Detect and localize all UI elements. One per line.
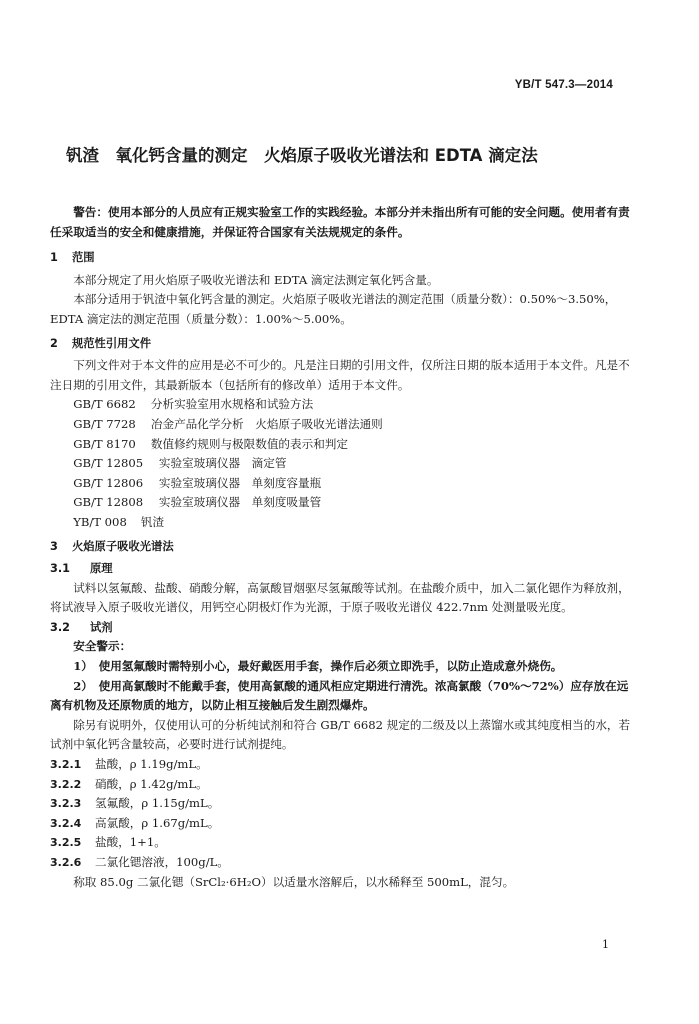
section-2-number: 2 (50, 336, 58, 350)
section-2-heading (50, 334, 634, 354)
reference-name: 钒渣 (140, 514, 165, 529)
reagent-number: 3.2.3 (50, 797, 82, 811)
reagent-item (50, 853, 634, 873)
section-3-heading (50, 537, 634, 557)
reagent-text: 高氯酸，ρ 1.67g/mL。 (95, 815, 220, 830)
reference-name: 冶金产品化学分析 火焰原子吸收光谱法通则 (150, 416, 383, 431)
document-body (50, 203, 634, 892)
reference-code: GB/T 12808 (73, 495, 144, 510)
reagent-number: 3.2.5 (50, 836, 82, 850)
reagent-item (50, 755, 634, 775)
reagent-text: 盐酸，1+1。 (95, 835, 166, 850)
section-3-title: 火焰原子吸收光谱法 (71, 539, 174, 553)
section-1-paragraph-2: 本部分适用于钒渣中氧化钙含量的测定。火焰原子吸收光谱法的测定范围（质量分数）：0.50%～3.50%，EDTA 滴定法的测定范围（质量分数）：1.00%～5.00%。 (50, 292, 617, 326)
reagent-text: 盐酸，ρ 1.19g/mL。 (95, 757, 208, 772)
reference-name: 数值修约规则与极限数值的表示和判定 (150, 436, 348, 451)
section-3-1-number: 3.1 (50, 562, 71, 576)
reagent-number: 3.2.6 (50, 856, 82, 869)
reagent-item (50, 814, 634, 834)
section-3-number: 3 (50, 539, 58, 553)
reference-name: 分析实验室用水规格和试验方法 (150, 397, 314, 412)
reagent-number: 3.2.2 (50, 777, 82, 791)
reagent-item (50, 794, 634, 814)
reference-item (50, 474, 634, 494)
reference-item (50, 415, 634, 435)
section-1-paragraph-1: 本部分规定了用火焰原子吸收光谱法和 EDTA 滴定法测定氧化钙含量。 (73, 272, 439, 287)
reference-name: 实验室玻璃仪器 单刻度容量瓶 (158, 475, 322, 490)
reagent-item (50, 833, 634, 853)
reference-code: GB/T 6682 (73, 397, 136, 412)
section-3-2-number: 3.2 (50, 620, 71, 634)
section-1-title: 范围 (71, 251, 95, 265)
section-3-2-heading (50, 618, 634, 638)
reagent-text: 氢氟酸，ρ 1.15g/mL。 (95, 796, 220, 811)
reference-name: 实验室玻璃仪器 单刻度吸量管 (158, 495, 322, 510)
section-2-intro: 下列文件对于本文件的应用是必不可少的。凡是注日期的引用文件，仅所注日期的版本适用于本文件。凡是不注日期的引用文件，其最新版本（包括所有的修改单）适用于本文件。 (50, 358, 630, 392)
section-3-1-heading (50, 559, 634, 579)
reagent-preparation-note: 称取 85.0g 二氯化锶（SrCl₂·6H₂O）以适量水溶解后，以水稀释至 500mL，混匀。 (73, 874, 515, 889)
reagent-number: 3.2.1 (50, 758, 82, 772)
reference-item (50, 454, 634, 474)
reference-code: GB/T 8170 (73, 436, 136, 451)
section-1-number: 1 (50, 251, 58, 265)
reference-item (50, 493, 634, 513)
section-2-title: 规范性引用文件 (71, 336, 152, 350)
reference-item (50, 513, 634, 533)
section-1-heading (50, 248, 634, 268)
reference-name: 实验室玻璃仪器 滴定管 (158, 456, 287, 471)
standard-code: YB/T 547.3—2014 (514, 79, 613, 91)
safety-warning-item-2: 2） 使用高氯酸时不能戴手套，使用高氯酸的通风柜应定期进行清洗。浓高氯酸（70%～72%）应存放在远离有机物及还原物质的地方，以防止相互接触后发生剧烈爆炸。 (50, 678, 629, 713)
reagent-text: 二氯化锶溶液，100g/L。 (95, 855, 229, 869)
safety-warning-item-1: 1） 使用氢氟酸时需特别小心，最好戴医用手套，操作后必须立即洗手，以防止造成意外烧伤。 (73, 659, 563, 674)
reference-code: YB/T 008 (73, 514, 127, 529)
section-3-1-title: 原理 (89, 562, 113, 576)
document-title: 钒渣 氧化钙含量的测定 火焰原子吸收光谱法和 EDTA 滴定法 (66, 146, 538, 165)
reagent-item (50, 775, 634, 795)
reference-code: GB/T 12806 (73, 475, 144, 490)
principle-paragraph: 试料以氢氟酸、盐酸、硝酸分解，高氯酸冒烟驱尽氢氟酸等试剂。在盐酸介质中，加入二氯化锶作为释放剂，将试液导入原子吸收光谱仪，用钙空心阴极灯作为光源，于原子吸收光谱仪 422.7nm 处测量吸光度。 (50, 580, 630, 615)
reference-item (50, 435, 634, 455)
page-number: 1 (602, 938, 609, 951)
reference-code: GB/T 12805 (73, 456, 144, 471)
reagent-number: 3.2.4 (50, 816, 82, 830)
reference-item (50, 395, 634, 415)
section-3-2-title: 试剂 (89, 620, 113, 634)
safety-warning-title: 安全警示： (73, 639, 132, 654)
reagent-text: 硝酸，ρ 1.42g/mL。 (95, 776, 208, 791)
warning-paragraph: 警告：使用本部分的人员应有正规实验室工作的实践经验。本部分并未指出所有可能的安全问题。使用者有责任采取适当的安全和健康措施，并保证符合国家有关法规规定的条件。 (50, 205, 630, 239)
reference-code: GB/T 7728 (73, 416, 136, 431)
reagent-general-note: 除另有说明外，仅使用认可的分析纯试剂和符合 GB/T 6682 规定的二级及以上蒸馏水或其纯度相当的水，若试剂中氧化钙含量较高，必要时进行试剂提纯。 (50, 717, 631, 752)
